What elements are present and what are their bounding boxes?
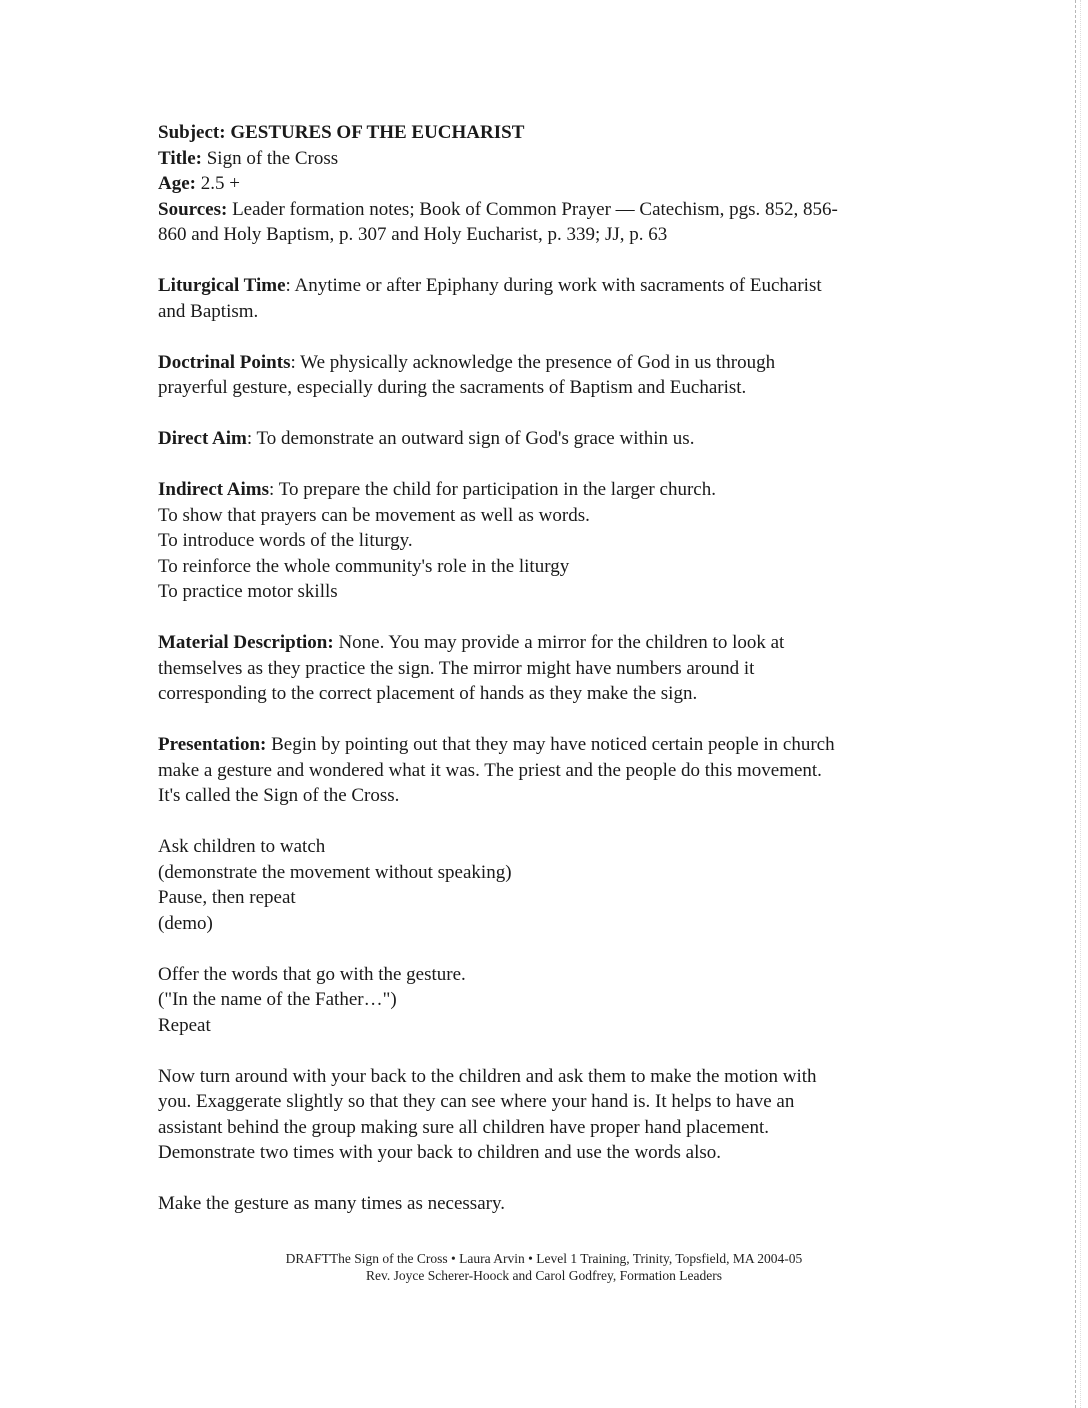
back-turn-section	[158, 1064, 928, 1166]
sources-label: Sources:	[158, 198, 228, 220]
back-turn-line: you. Exaggerate slightly so that they can see where your hand is. It helps to have an	[158, 1091, 795, 1112]
liturgical-time-label: Liturgical Time	[158, 275, 286, 296]
step-line: Repeat	[158, 1014, 211, 1036]
back-turn-line: Now turn around with your back to the children and ask them to make the motion with	[158, 1065, 817, 1087]
scan-edge-artifact-secondary	[1080, 0, 1081, 1408]
indirect-aims-label: Indirect Aims	[158, 479, 270, 500]
presentation-text-1: Begin by pointing out that they may have noticed certain people in church	[266, 734, 835, 755]
subject-value: GESTURES OF THE EUCHARIST	[230, 122, 525, 143]
liturgical-time-line-2: and Baptism.	[158, 300, 259, 322]
closing-line: Make the gesture as many times as necessary.	[158, 1193, 505, 1214]
footer-line-1: DRAFTThe Sign of the Cross • Laura Arvin • Level 1 Training, Trinity, Topsfield, MA 2004-05	[285, 1251, 803, 1266]
direct-aim-section	[158, 426, 928, 452]
step-line: Ask children to watch	[158, 836, 326, 857]
age-line	[158, 171, 928, 197]
words-steps-section	[158, 962, 928, 1039]
material-description-line-3: corresponding to the correct placement of hands as they make the sign.	[158, 683, 698, 704]
subject-line	[158, 120, 928, 146]
footer-line-2: Rev. Joyce Scherer-Hoock and Carol Godfrey, Formation Leaders	[366, 1268, 722, 1283]
indirect-aims-text-1: : To prepare the child for participation in the larger church.	[269, 479, 716, 500]
back-turn-line: Demonstrate two times with your back to children and use the words also.	[158, 1142, 722, 1163]
indirect-aim-item: To introduce words of the liturgy.	[158, 530, 413, 551]
back-turn-line: assistant behind the group making sure all children have proper hand placement.	[158, 1116, 769, 1138]
material-description-line-1	[158, 630, 928, 656]
indirect-aim-item: To practice motor skills	[158, 581, 338, 602]
age-value: 2.5 +	[200, 173, 240, 194]
title-value: Sign of the Cross	[206, 147, 339, 169]
indirect-aim-item: To reinforce the whole community's role in the liturgy	[158, 555, 570, 577]
indirect-aims-line-1	[158, 477, 928, 503]
scan-edge-artifact	[1075, 0, 1076, 1408]
step-line: (demo)	[158, 912, 213, 934]
step-line: Offer the words that go with the gesture.	[158, 963, 466, 985]
liturgical-time-line-1	[158, 273, 928, 299]
sources-line-1	[158, 197, 928, 223]
direct-aim-text: : To demonstrate an outward sign of God's grace within us.	[246, 428, 695, 449]
material-description-text-1: None. You may provide a mirror for the children to look at	[333, 632, 785, 653]
title-label: Title:	[158, 147, 202, 169]
sources-line-2: 860 and Holy Baptism, p. 307 and Holy Eucharist, p. 339; JJ, p. 63	[158, 224, 668, 245]
age-label: Age:	[158, 173, 196, 194]
step-line: Pause, then repeat	[158, 887, 296, 908]
material-description-label: Material Description:	[158, 632, 334, 653]
header-block	[158, 120, 928, 248]
presentation-line-2: make a gesture and wondered what it was. The priest and the people do this movement.	[158, 759, 822, 781]
watch-steps-section	[158, 834, 928, 936]
closing-section	[158, 1191, 928, 1217]
presentation-label: Presentation:	[158, 734, 267, 755]
doctrinal-points-text-1: : We physically acknowledge the presence of God in us through	[290, 351, 776, 373]
direct-aim-label: Direct Aim	[158, 428, 247, 449]
presentation-line-1	[158, 732, 928, 758]
step-line: ("In the name of the Father…")	[158, 989, 397, 1010]
doctrinal-points-label: Doctrinal Points	[158, 351, 291, 373]
page-footer	[0, 1250, 1088, 1284]
sources-text-1: Leader formation notes; Book of Common Prayer — Catechism, pgs. 852, 856-	[232, 198, 838, 220]
lesson-content	[158, 120, 928, 1242]
presentation-section	[158, 732, 928, 809]
indirect-aims-section	[158, 477, 928, 605]
direct-aim-line	[158, 426, 928, 452]
material-description-line-2: themselves as they practice the sign. The mirror might have numbers around it	[158, 657, 755, 679]
doctrinal-points-line-2: prayerful gesture, especially during the sacraments of Baptism and Eucharist.	[158, 377, 747, 398]
material-description-section	[158, 630, 928, 707]
title-line	[158, 146, 928, 172]
presentation-line-3: It's called the Sign of the Cross.	[158, 785, 400, 806]
doctrinal-points-section	[158, 350, 928, 401]
step-line: (demonstrate the movement without speaking)	[158, 861, 512, 883]
liturgical-time-section	[158, 273, 928, 324]
subject-label: Subject:	[158, 122, 226, 143]
doctrinal-points-line-1	[158, 350, 928, 376]
liturgical-time-text-1: : Anytime or after Epiphany during work with sacraments of Eucharist	[285, 275, 822, 296]
indirect-aim-item: To show that prayers can be movement as well as words.	[158, 504, 590, 526]
